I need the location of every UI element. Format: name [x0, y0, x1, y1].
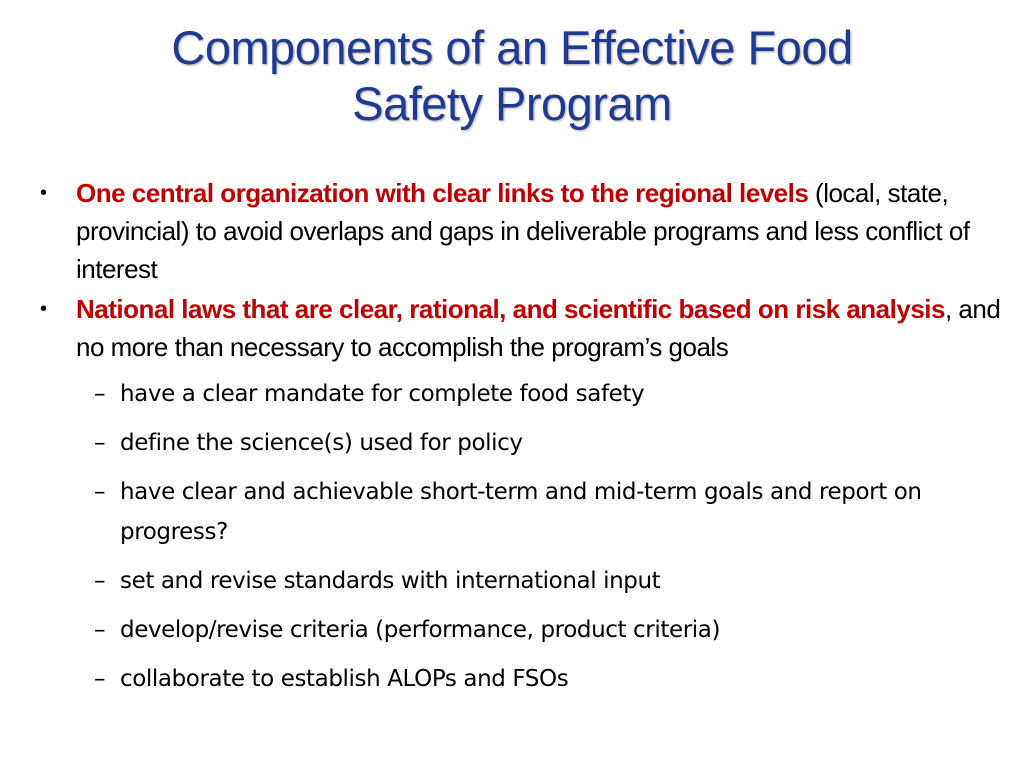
bullet-marker: •	[40, 182, 47, 204]
slide-title	[60, 20, 964, 132]
sub-bullet-marker: –	[94, 568, 106, 594]
bullet-marker: •	[40, 298, 47, 320]
sub-bullet-marker: –	[94, 666, 106, 692]
sub-bullet-marker: –	[94, 430, 106, 456]
sub-bullet-list	[0, 374, 1024, 699]
sub-bullet-marker: –	[94, 381, 106, 407]
slide-title-line-2: Safety Program	[352, 77, 672, 130]
bullet-text: (local, state, provincial) to avoid overlaps and gaps in deliverable programs and less conflict of interest	[76, 178, 970, 284]
bullet-emphasis: One central organization with clear links to the regional levels	[76, 178, 809, 208]
sub-bullet-text: define the science(s) used for policy	[120, 430, 523, 456]
sub-bullet-criteria	[0, 610, 1024, 650]
sub-bullet-text: develop/revise criteria (performance, product criteria)	[120, 617, 721, 643]
sub-bullet-standards	[0, 561, 1024, 601]
sub-bullet-text: set and revise standards with international input	[120, 568, 661, 594]
sub-bullet-text: have a clear mandate for complete food safety	[120, 381, 645, 407]
sub-bullet-goals	[0, 472, 1024, 552]
bullet-national-laws	[0, 290, 1024, 366]
sub-bullet-marker: –	[94, 479, 106, 505]
sub-bullet-mandate	[0, 374, 1024, 414]
bullet-list	[0, 174, 1024, 708]
sub-bullet-marker: –	[94, 617, 106, 643]
slide-title-line-1: Components of an Effective Food	[171, 21, 853, 74]
sub-bullet-collaborate	[0, 659, 1024, 699]
bullet-emphasis: National laws that are clear, rational, and scientific based on risk analysis	[76, 294, 945, 324]
sub-bullet-text: have clear and achievable short-term and mid-term goals and report on progress?	[120, 479, 922, 545]
bullet-central-organization	[0, 174, 1024, 288]
sub-bullet-science	[0, 423, 1024, 463]
sub-bullet-text: collaborate to establish ALOPs and FSOs	[120, 666, 569, 692]
bullet-text: , and no more than necessary to accomplish the program’s goals	[76, 294, 1001, 362]
